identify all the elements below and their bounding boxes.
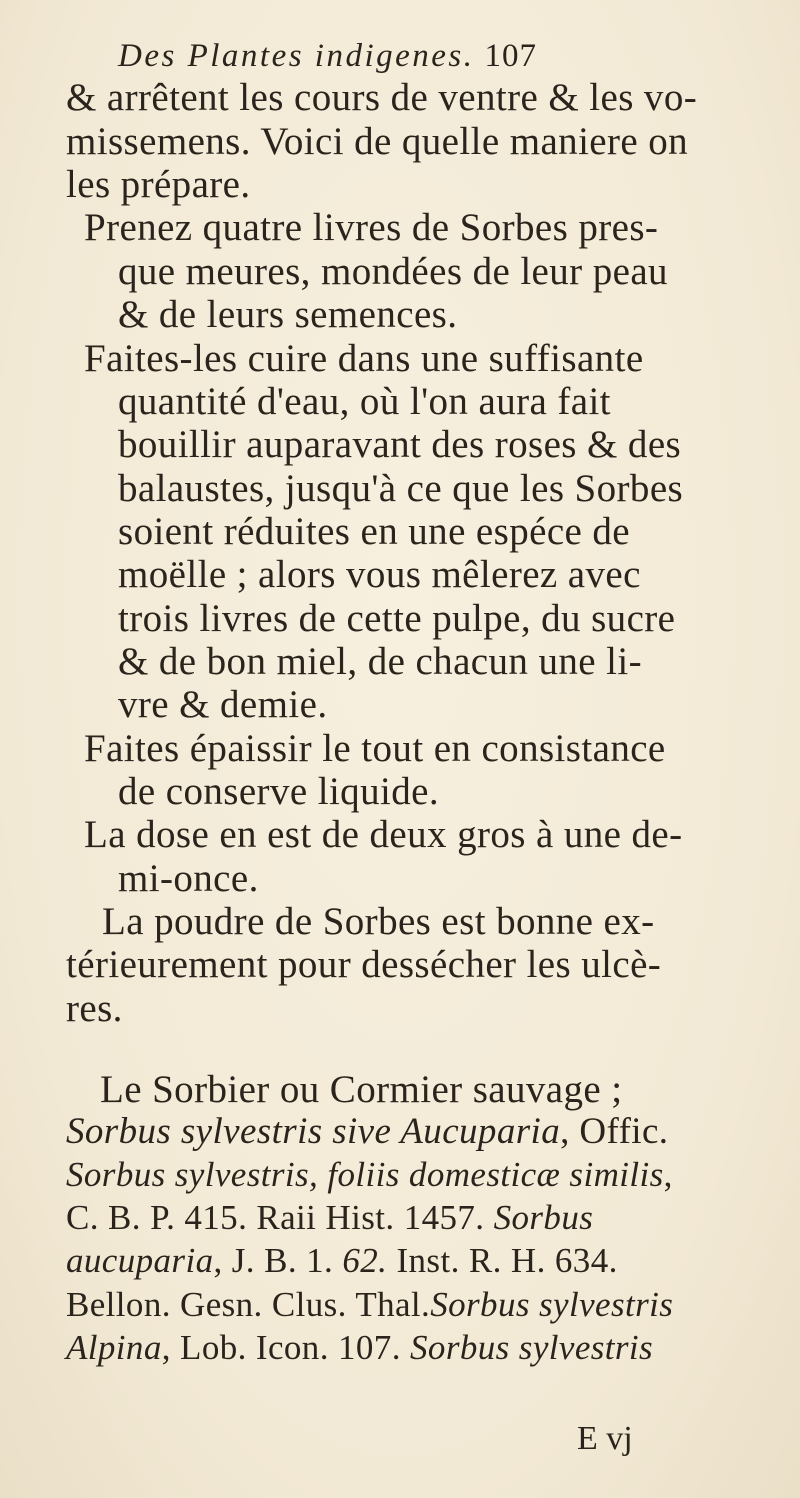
entry-line [66, 1157, 673, 1192]
text-line: mi-once. [118, 857, 259, 900]
citation: , Offic. [560, 1111, 669, 1152]
text-line: que meures, mondées de leur peau [118, 250, 668, 293]
latin-name: Sorbus sylvestris [430, 1285, 674, 1324]
citation: , Lob. Icon. 107. [161, 1328, 401, 1367]
text-line: vre & demie. [118, 683, 328, 726]
entry-line [66, 1200, 593, 1235]
entry-line [66, 1330, 653, 1365]
entry-title-line: Le Sorbier ou Cormier sauvage ; [100, 1068, 623, 1111]
latin-name: Sorbus [493, 1198, 594, 1237]
text-line: soient réduites en une espéce de [118, 510, 631, 553]
entry-line [66, 1287, 673, 1322]
text-line: & de leurs semences. [118, 293, 458, 336]
page-number: 107 [484, 38, 538, 74]
text-line: de conserve liquide. [118, 770, 439, 813]
text-line: les prépare. [66, 163, 251, 206]
latin-name: Sorbus sylvestris [410, 1328, 654, 1367]
latin-name: aucuparia [66, 1241, 214, 1280]
citation: C. B. P. 415. Raii Hist. 1457. [66, 1198, 485, 1237]
text-line: trois livres de cette pulpe, du sucre [118, 597, 676, 640]
running-title: Des Plantes indigenes. [118, 38, 475, 74]
text-line: Prenez quatre livres de Sorbes pres- [84, 206, 659, 249]
text-line: moëlle ; alors vous mêlerez avec [118, 553, 641, 596]
signature-mark: E vj [577, 1420, 633, 1457]
text-line: La poudre de Sorbes est bonne ex- [102, 900, 655, 943]
text-line: quantité d'eau, où l'on aura fait [118, 380, 611, 423]
running-header [118, 38, 537, 75]
latin-name: Sorbus sylvestris, foliis domesticæ similis [66, 1155, 664, 1194]
text-line: & de bon miel, de chacun une li- [118, 640, 642, 683]
text-line: Faites épaissir le tout en consistance [84, 727, 666, 770]
text-line: & arrêtent les cours de ventre & les vo- [66, 76, 698, 119]
text-line: térieurement pour dessécher les ulcè- [66, 943, 662, 986]
citation: 62. [342, 1241, 388, 1280]
text-line: bouillir auparavant des roses & des [118, 423, 682, 466]
text-line: balaustes, jusqu'à ce que les Sorbes [118, 467, 684, 510]
latin-name: Alpina [66, 1328, 162, 1367]
citation: Bellon. Gesn. Clus. Thal. [66, 1285, 431, 1324]
latin-name: Sorbus sylvestris sive Aucuparia [66, 1111, 561, 1152]
text-line: missemens. Voici de quelle maniere on [66, 120, 689, 163]
text-line: Faites-les cuire dans une suffisante [84, 337, 644, 380]
entry-line [66, 1243, 618, 1278]
entry-line [66, 1113, 668, 1150]
text-line: res. [66, 987, 123, 1030]
citation: Inst. R. H. 634. [396, 1241, 618, 1280]
citation: , J. B. 1. [213, 1241, 334, 1280]
text-line: La dose en est de deux gros à une de- [84, 813, 683, 856]
citation: , [663, 1155, 673, 1194]
